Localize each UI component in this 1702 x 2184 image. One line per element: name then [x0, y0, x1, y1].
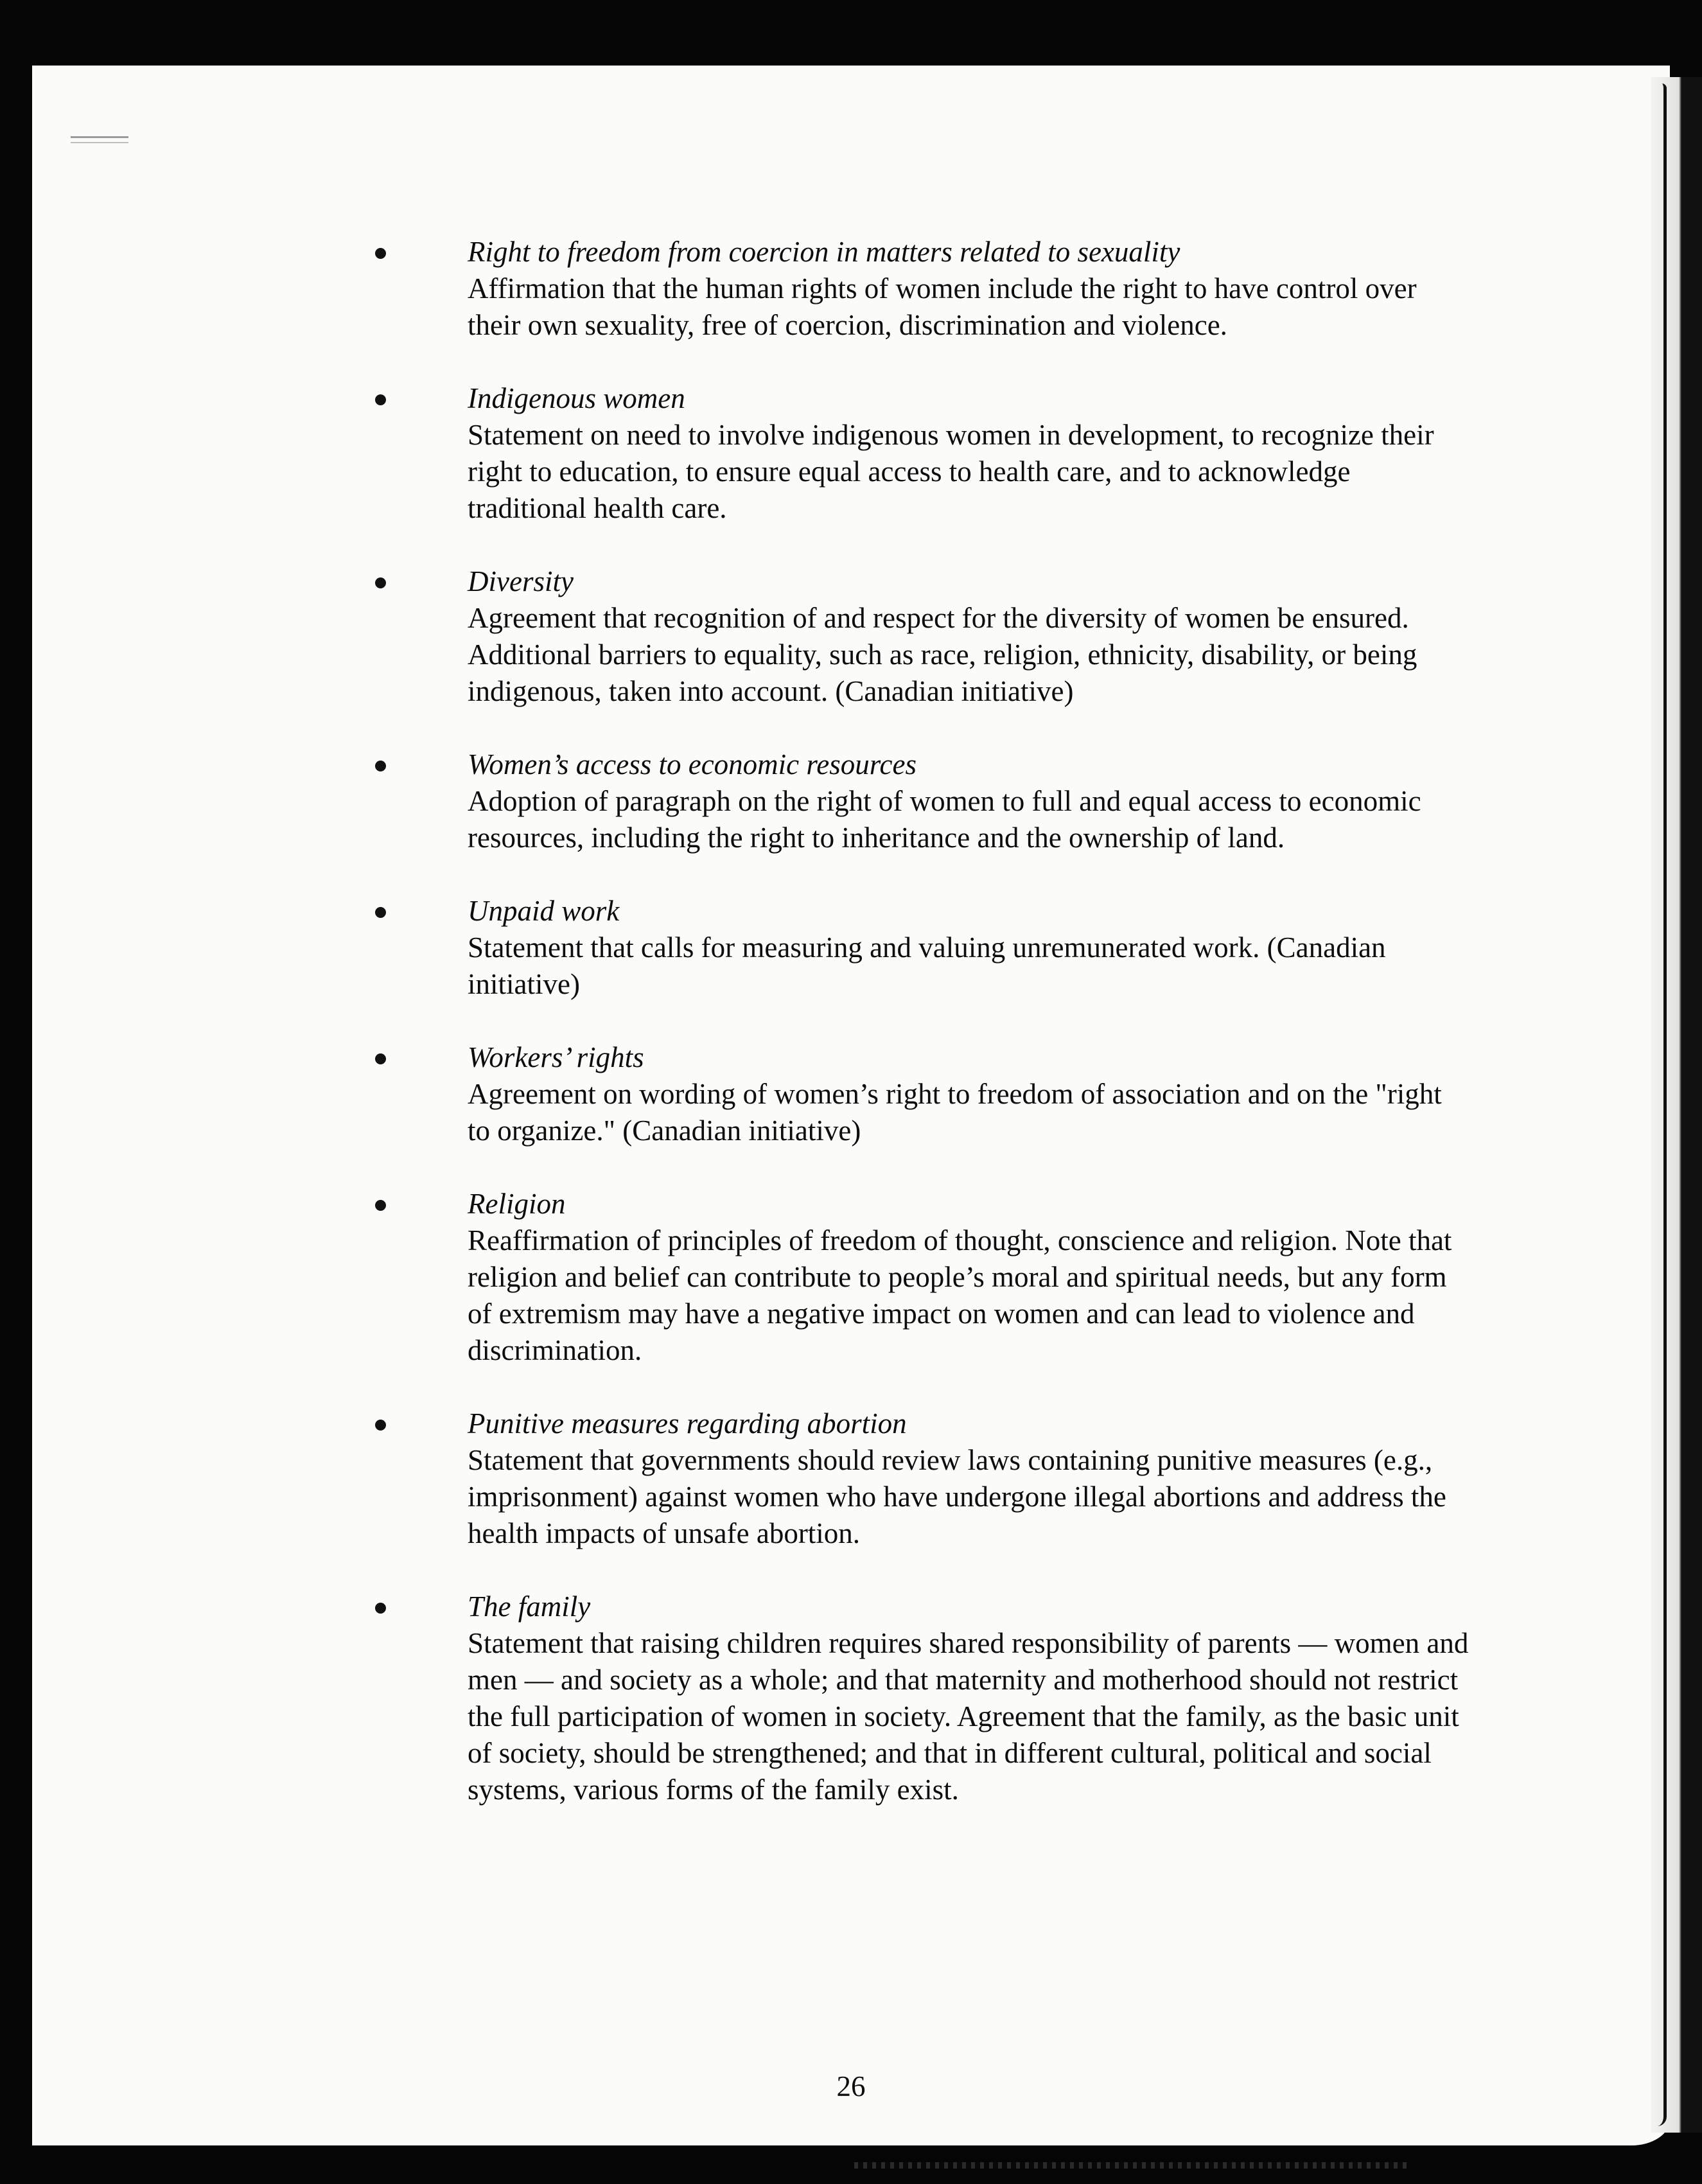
item-heading: The family	[468, 1590, 591, 1623]
item-text: Reaffirmation of principles of freedom of thought, conscience and religion. Note that religion and belief can contribute to people’s moral and spiritual needs, but any form of extremism may have a negative impact on women and can lead to violence and discrimination.	[468, 1224, 1452, 1366]
item-heading: Punitive measures regarding abortion	[468, 1407, 907, 1440]
item-text: Statement that raising children requires shared responsibility of parents — women and men — and society as a whole; and that maternity and motherhood should not restrict the full participation of women in society. Agreement that the family, as the basic unit of society, should be strengthened; and that in different cultural, political and social systems, various forms of the family exist.	[468, 1627, 1469, 1806]
bullet-icon	[375, 1200, 386, 1211]
item-heading: Diversity	[468, 565, 574, 597]
list-item	[468, 893, 1470, 1003]
list-item	[468, 1039, 1470, 1149]
list-item	[468, 1405, 1470, 1552]
bullet-list	[468, 234, 1470, 1845]
list-item	[468, 1589, 1470, 1808]
item-text: Agreement that recognition of and respect for the diversity of women be ensured. Additional barriers to equality, such as race, religion, ethnicity, disability, or being indigenous, taken into account. (Canadian initiative)	[468, 602, 1417, 707]
item-heading: Workers’ rights	[468, 1041, 644, 1073]
list-item	[468, 1186, 1470, 1369]
bullet-icon	[375, 1420, 386, 1431]
list-item	[468, 563, 1470, 710]
scan-noise-strip	[854, 2162, 1407, 2169]
bullet-icon	[375, 1053, 386, 1064]
item-heading: Right to freedom from coercion in matters related to sexuality	[468, 236, 1180, 268]
list-item	[468, 234, 1470, 344]
bullet-icon	[375, 1603, 386, 1614]
list-item	[468, 380, 1470, 527]
bullet-icon	[375, 394, 386, 405]
page-number: 26	[836, 2070, 866, 2102]
item-text: Statement that calls for measuring and valuing unremunerated work. (Canadian initiative)	[468, 931, 1386, 1000]
item-heading: Unpaid work	[468, 895, 620, 927]
bullet-icon	[375, 577, 386, 588]
item-text: Statement on need to involve indigenous women in development, to recognize their right to education, to ensure equal access to health care, and to acknowledge traditional health care.	[468, 419, 1434, 524]
bullet-icon	[375, 248, 386, 259]
item-text: Adoption of paragraph on the right of women to full and equal access to economic resources, including the right to inheritance and the ownership of land.	[468, 785, 1421, 854]
item-text: Affirmation that the human rights of women include the right to have control over their own sexuality, free of coercion, discrimination and violence.	[468, 272, 1417, 341]
bullet-icon	[375, 761, 386, 771]
list-item	[468, 746, 1470, 856]
item-heading: Indigenous women	[468, 382, 685, 414]
item-heading: Religion	[468, 1188, 566, 1220]
bullet-icon	[375, 907, 386, 918]
item-text: Statement that governments should review laws containing punitive measures (e.g., imprisonment) against women who have undergone illegal abortions and address the health impacts of unsafe abortion.	[468, 1444, 1446, 1549]
document-content	[32, 66, 1670, 2145]
paper-sheet	[32, 66, 1670, 2145]
item-heading: Women’s access to economic resources	[468, 748, 917, 780]
item-text: Agreement on wording of women’s right to freedom of association and on the "right to organize." (Canadian initiative)	[468, 1078, 1442, 1147]
page-edge-curl	[1657, 84, 1667, 2126]
